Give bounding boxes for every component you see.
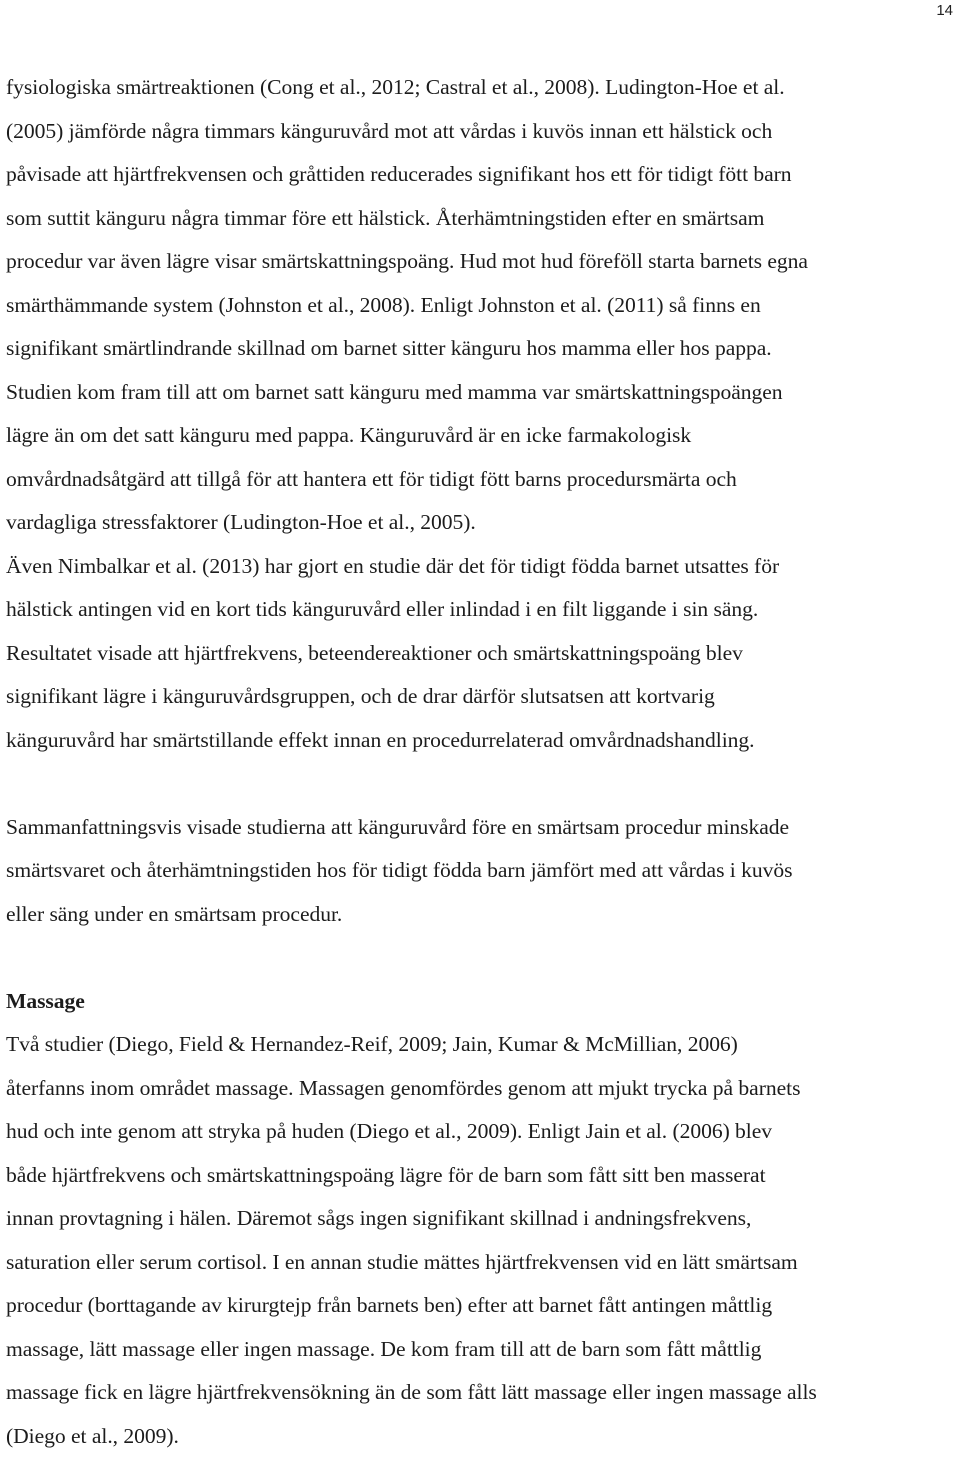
text-line: massage, lätt massage eller ingen massage. De kom fram till att de barn som fått måttlig (6, 1328, 960, 1372)
text-line: procedur var även lägre visar smärtskattningspoäng. Hud mot hud föreföll starta barnets egna (6, 240, 960, 284)
text-line: återfanns inom området massage. Massagen genomfördes genom att mjukt trycka på barnets (6, 1067, 960, 1111)
paragraph-spacer (6, 936, 960, 980)
text-line: (Diego et al., 2009). (6, 1415, 960, 1458)
text-line: Två studier (Diego, Field & Hernandez-Reif, 2009; Jain, Kumar & McMillian, 2006) (6, 1023, 960, 1067)
text-line: saturation eller serum cortisol. I en annan studie mättes hjärtfrekvensen vid en lätt smärtsam (6, 1241, 960, 1285)
text-line: vardagliga stressfaktorer (Ludington-Hoe et al., 2005). (6, 501, 960, 545)
text-line: omvårdnadsåtgärd att tillgå för att hantera ett för tidigt fött barns procedursmärta och (6, 458, 960, 502)
page-number: 14 (936, 2, 953, 19)
text-line: massage fick en lägre hjärtfrekvensökning än de som fått lätt massage eller ingen massage alls (6, 1371, 960, 1415)
document-body (6, 66, 960, 1458)
text-line: smärthämmande system (Johnston et al., 2008). Enligt Johnston et al. (2011) så finns en (6, 284, 960, 328)
section-heading-massage: Massage (6, 980, 960, 1024)
text-line: hälstick antingen vid en kort tids känguruvård eller inlindad i en filt liggande i sin säng. (6, 588, 960, 632)
text-line: hud och inte genom att stryka på huden (Diego et al., 2009). Enligt Jain et al. (2006) blev (6, 1110, 960, 1154)
text-line: Sammanfattningsvis visade studierna att känguruvård före en smärtsam procedur minskade (6, 806, 960, 850)
text-line: fysiologiska smärtreaktionen (Cong et al., 2012; Castral et al., 2008). Ludington-Hoe et al. (6, 66, 960, 110)
paragraph-summary (6, 806, 960, 937)
text-line: signifikant lägre i känguruvårdsgruppen, och de drar därför slutsatsen att kortvarig (6, 675, 960, 719)
text-line: påvisade att hjärtfrekvensen och gråttiden reducerades signifikant hos ett för tidigt fött barn (6, 153, 960, 197)
text-line: signifikant smärtlindrande skillnad om barnet sitter känguru hos mamma eller hos pappa. (6, 327, 960, 371)
text-line: som suttit känguru några timmar före ett hälstick. Återhämtningstiden efter en smärtsam (6, 197, 960, 241)
text-line: procedur (borttagande av kirurgtejp från barnets ben) efter att barnet fått antingen måttlig (6, 1284, 960, 1328)
text-line: Även Nimbalkar et al. (2013) har gjort en studie där det för tidigt födda barnet utsattes för (6, 545, 960, 589)
text-line: innan provtagning i hälen. Däremot sågs ingen signifikant skillnad i andningsfrekvens, (6, 1197, 960, 1241)
text-line: smärtsvaret och återhämtningstiden hos för tidigt födda barn jämfört med att vårdas i kuvös (6, 849, 960, 893)
text-line: eller säng under en smärtsam procedur. (6, 893, 960, 937)
text-line: lägre än om det satt känguru med pappa. Känguruvård är en icke farmakologisk (6, 414, 960, 458)
paragraph-kangaroo-care-studies (6, 66, 960, 545)
text-line: känguruvård har smärtstillande effekt innan en procedurrelaterad omvårdnadshandling. (6, 719, 960, 763)
text-line: Studien kom fram till att om barnet satt känguru med mamma var smärtskattningspoängen (6, 371, 960, 415)
text-line: Resultatet visade att hjärtfrekvens, beteendereaktioner och smärtskattningspoäng blev (6, 632, 960, 676)
paragraph-nimbalkar-study (6, 545, 960, 763)
paragraph-massage-studies (6, 1023, 960, 1458)
paragraph-spacer (6, 762, 960, 806)
text-line: både hjärtfrekvens och smärtskattningspoäng lägre för de barn som fått sitt ben masserat (6, 1154, 960, 1198)
text-line: (2005) jämförde några timmars känguruvård mot att vårdas i kuvös innan ett hälstick och (6, 110, 960, 154)
